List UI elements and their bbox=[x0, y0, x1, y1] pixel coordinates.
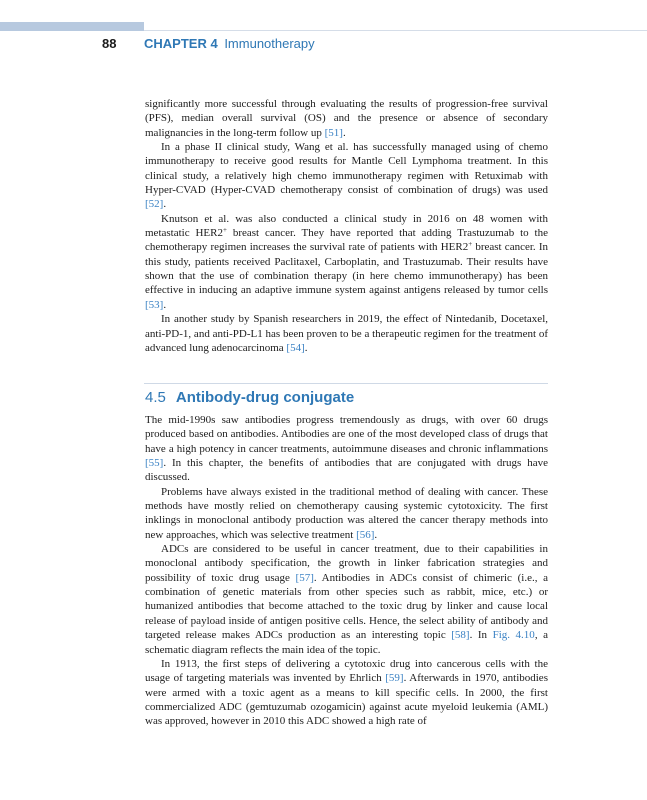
paragraph bbox=[145, 140, 548, 212]
superscript: + bbox=[222, 226, 227, 235]
chapter-heading bbox=[144, 36, 315, 51]
citation-link[interactable]: [58] bbox=[451, 629, 470, 642]
section-title: Antibody-drug conjugate bbox=[175, 389, 355, 406]
text-run: The mid-1990s saw antibodies progress tremendously as drugs, with over 60 drugs produced based on antibodies. Antibodies are one of the most developed class of drugs that have a high potency in cancer treatments, autoimmune diseases and chronic inflammations bbox=[145, 414, 548, 455]
body-text-bottom bbox=[145, 413, 548, 729]
citation-link[interactable]: [57] bbox=[295, 571, 314, 584]
text-run: ADCs are considered to be useful in cancer treatment, due to their capabilities in monoclonal antibody specification, the growth in linker fabrication strategies and possibility of toxic drug usage bbox=[145, 543, 548, 584]
text-run: . bbox=[163, 298, 167, 311]
citation-link[interactable]: [55] bbox=[145, 457, 164, 470]
chapter-label: CHAPTER 4 bbox=[144, 36, 218, 51]
citation-link[interactable]: [52] bbox=[145, 198, 164, 211]
citation-link[interactable]: [59] bbox=[385, 672, 404, 685]
text-run: significantly more successful through evaluating the results of progression-free survival (PFS), median overall survival (OS) and the presence or absence of secondary malignancies in the long-term follow up bbox=[145, 98, 548, 139]
citation-link[interactable]: [54] bbox=[286, 341, 305, 354]
paragraph bbox=[145, 657, 548, 729]
citation-link[interactable]: [56] bbox=[356, 528, 375, 541]
citation-link[interactable]: [51] bbox=[324, 126, 343, 139]
chapter-title: Immunotherapy bbox=[224, 36, 315, 51]
paragraph bbox=[145, 542, 548, 657]
text-run: , a schematic diagram reflects the main idea of the topic. bbox=[145, 629, 548, 656]
citation-link[interactable]: Fig. 4.10 bbox=[492, 629, 535, 642]
body-text-top bbox=[145, 97, 548, 355]
section-number: 4.5 bbox=[145, 389, 166, 406]
text-run: . Antibodies in ADCs consist of chimeric (i.e., a combination of genetic materials from other species such as rabbit, mice, etc.) or humanized antibodies that become attached to the toxic drug by linker and cause local release of payload inside of antigen positive cells. Hence, the select ability of antibody and targeted release makes ADCs production as an interesting topic bbox=[145, 571, 548, 642]
superscript: + bbox=[468, 240, 473, 249]
paragraph bbox=[145, 97, 548, 140]
text-run: In 1913, the first steps of delivering a cytotoxic drug into cancerous cells with the usage of targeting materials was invented by Ehrlich bbox=[145, 657, 548, 685]
section-rule bbox=[144, 383, 548, 384]
citation-link[interactable]: [53] bbox=[145, 298, 164, 311]
text-run: . In bbox=[469, 629, 493, 642]
section-heading bbox=[145, 389, 354, 406]
text-run: In another study by Spanish researchers in 2019, the effect of Nintedanib, Docetaxel, anti-PD-1, and anti-PD-L1 has been proven to be a therapeutic regimen for the treatment of advanced lung adenocarcinoma bbox=[145, 313, 548, 354]
paragraph bbox=[145, 212, 548, 312]
paragraph bbox=[145, 312, 548, 355]
text-run: . bbox=[374, 528, 378, 541]
paragraph bbox=[145, 413, 548, 485]
page-number: 88 bbox=[102, 36, 117, 51]
text-run: . bbox=[304, 341, 308, 354]
header-rule bbox=[144, 30, 647, 31]
text-run: . bbox=[342, 126, 346, 139]
header-accent-bar bbox=[0, 22, 144, 31]
text-run: In a phase II clinical study, Wang et al. has successfully managed using of chemo immunotherapy to receive good results for Mantle Cell Lymphoma treatment. In this clinical study, a relatively high chemo immunotherapy regimen with Retuximab with Hyper-CVAD (Hyper-CVAD chemotherapy consist of combination of drugs) was used bbox=[145, 141, 548, 197]
text-run: Knutson et al. was also conducted a clinical study in 2016 on 48 women with metastatic HER2 bbox=[145, 212, 548, 240]
text-run: breast cancer. In this study, patients received Paclitaxel, Carboplatin, and Trastuzumab. Their results have shown that the use of combination therapy (in here chemo immunotherapy) has been effective in inducing an adaptive immune system against antigens released by tumor cells bbox=[145, 241, 549, 297]
paragraph bbox=[145, 485, 548, 542]
text-run: breast cancer. They have reported that adding Trastuzumab to the chemotherapy regimen increases the survival rate of patients with HER2 bbox=[145, 227, 548, 254]
text-run: Problems have always existed in the traditional method of dealing with cancer. These methods have mostly relied on chemotherapy causing systemic cytotoxicity. The first inklings in monoclonal antibody production was altered the cancer therapy methods into new approaches, which was selective treatment bbox=[145, 485, 548, 541]
text-run: . In this chapter, the benefits of antibodies that are conjugated with drugs have discussed. bbox=[145, 457, 548, 484]
text-run: . Afterwards in 1970, antibodies were armed with a toxic agent as a means to kill specific cells. In 2000, the first commercialized ADC (gemtuzumab ozogamicin) against acute myeloid leukemia (AML) was approved, however in 2010 this ADC showed a high rate of bbox=[145, 672, 548, 728]
text-run: . bbox=[163, 198, 167, 211]
